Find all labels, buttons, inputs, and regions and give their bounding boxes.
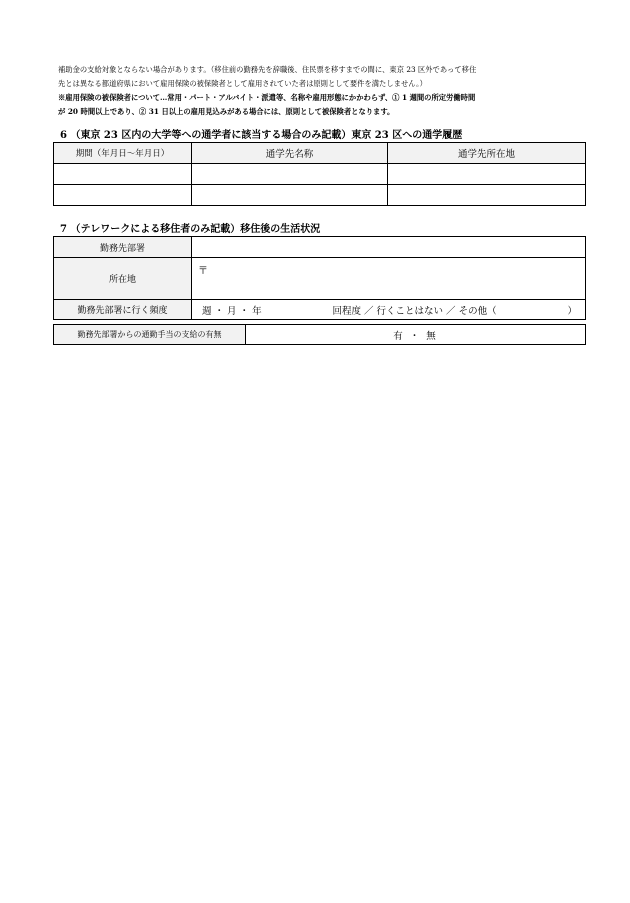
table-header-row <box>54 143 586 164</box>
table-row <box>54 185 586 206</box>
frequency-label: 勤務先部署に行く頻度 <box>54 300 192 320</box>
allowance-table <box>53 324 586 345</box>
telework-status-table <box>53 236 586 320</box>
school-address-header: 通学先所在地 <box>388 143 586 164</box>
notes-block <box>58 63 578 119</box>
table-row <box>54 258 586 300</box>
commute-history-table <box>53 142 586 206</box>
school-address-cell[interactable] <box>388 185 586 206</box>
period-cell[interactable] <box>54 164 192 185</box>
allowance-options[interactable]: 有 ・ 無 <box>246 325 586 345</box>
note-line-1: 補助金の支給対象とならない場合があります。（移住前の勤務先を辞職後、住民票を移すまでの間に、東京 23 区外であって移住 <box>58 65 477 74</box>
frequency-options <box>192 303 585 317</box>
school-name-cell[interactable] <box>192 185 388 206</box>
note-line-3: ※雇用保険の被保険者について…常用・パート・アルバイト・派遣等、名称や雇用形態にかかわらず、① 1 週間の所定労働時間 <box>58 93 476 102</box>
frequency-field[interactable] <box>192 300 586 320</box>
table-row <box>54 237 586 258</box>
allowance-label: 勤務先部署からの通勤手当の支給の有無 <box>54 325 246 345</box>
workplace-label: 勤務先部署 <box>54 237 192 258</box>
workplace-field[interactable] <box>192 237 586 258</box>
frequency-choice-options[interactable]: 回程度 ／ 行くことはない ／ その他（ <box>332 305 497 317</box>
period-cell[interactable] <box>54 185 192 206</box>
table-row <box>54 325 586 345</box>
section6-title: 6 （東京 23 区内の大学等への通学者に該当する場合のみ記載）東京 23 区への通学履歴 <box>60 130 463 141</box>
frequency-close-paren: ） <box>567 305 577 317</box>
table-row <box>54 300 586 320</box>
note-line-2: 先とは異なる都道府県において雇用保険の被保険者として雇用されていた者は原則として要件を満たしません。） <box>58 79 427 88</box>
school-name-header: 通学先名称 <box>192 143 388 164</box>
period-header: 期間（年月日～年月日） <box>54 143 192 164</box>
section7-title: 7 （テレワークによる移住者のみ記載）移住後の生活状況 <box>60 224 321 235</box>
location-field[interactable] <box>192 258 586 300</box>
note-line-4: が 20 時間以上であり、② 31 日以上の雇用見込みがある場合には、原則として被保険者となります。 <box>58 107 395 116</box>
school-address-cell[interactable] <box>388 164 586 185</box>
frequency-unit-options[interactable]: 週 ・ 月 ・ 年 <box>202 305 262 317</box>
location-label: 所在地 <box>54 258 192 300</box>
table-row <box>54 164 586 185</box>
postal-mark: 〒 <box>198 266 208 277</box>
school-name-cell[interactable] <box>192 164 388 185</box>
